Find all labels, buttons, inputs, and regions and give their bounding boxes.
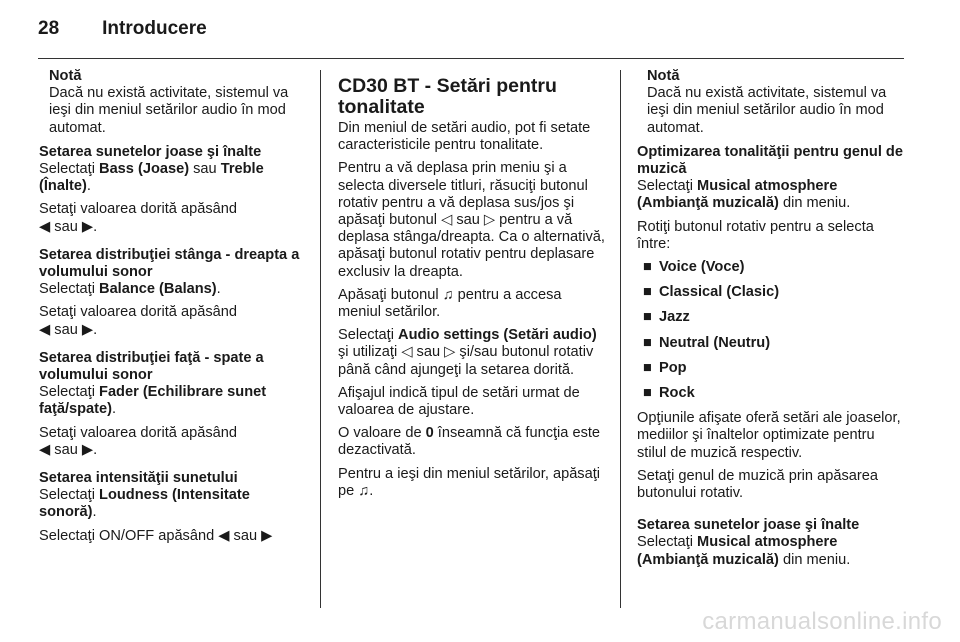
tone-settings-title: CD30 BT - Setări pentru tonalitate bbox=[338, 75, 557, 118]
tone-access-menu: Apăsaţi butonul ♫ pentru a accesa meniul setărilor. bbox=[338, 286, 562, 321]
rotate-paragraph: Rotiţi butonul rotativ pentru a selecta între: bbox=[637, 218, 874, 252]
column-2 bbox=[338, 76, 608, 506]
genre-description: Opţiunile afişate oferă setări ale joaselor, mediilor şi înaltelor optimizate pentru stilul de muzică respectiv. bbox=[637, 410, 901, 461]
list-item: ■ Pop bbox=[643, 359, 687, 376]
header-rule bbox=[38, 58, 904, 59]
balance-set-value: Setaţi valoarea dorită apăsând ◀ sau ▶. bbox=[39, 304, 237, 338]
tone-intro: Din meniul de setări audio, pot fi setate caracteristicile pentru tonalitate. bbox=[338, 120, 591, 154]
column-divider-1 bbox=[320, 70, 321, 608]
list-item: ■ Classical (Clasic) bbox=[643, 284, 780, 301]
bass-heading: Setarea sunetelor joase şi înalte bbox=[637, 517, 860, 534]
page-header bbox=[38, 18, 207, 48]
bass-paragraph: Selectaţi Bass (Joase) sau Treble (Înalte). bbox=[39, 161, 264, 195]
tone-exit: Pentru a ieşi din meniul setărilor, apăsaţi pe ♫. bbox=[338, 465, 601, 499]
tone-zero-value: O valoare de 0 înseamnă că funcţia este dezactivată. bbox=[338, 425, 601, 459]
bullet-icon: ■ bbox=[643, 309, 652, 326]
list-item: ■ Rock bbox=[643, 385, 695, 402]
bullet-icon: ■ bbox=[643, 359, 652, 376]
note-box bbox=[39, 68, 307, 137]
list-item: ■ Jazz bbox=[643, 309, 690, 326]
page-number: 28 bbox=[38, 18, 60, 39]
fader-heading: Setarea distribuţiei faţă - spate a volumului sonor bbox=[39, 349, 264, 384]
note-label: Notă bbox=[647, 68, 680, 84]
tone-navigation: Pentru a vă deplasa prin meniu şi a selecta diversele titluri, răsuciţi butonul rotativ pentru a vă deplasa sus/jos şi apăsaţi butonul ◁ sau ▷ pentru a vă deplasa stânga/dreapta. Ca o alternativă, apăsaţi butonul rotativ pentru deplasare exclusiv la dreapta. bbox=[338, 160, 605, 280]
watermark: carmanualsonline.info bbox=[702, 608, 942, 635]
bullet-icon: ■ bbox=[643, 385, 652, 402]
column-divider-2 bbox=[620, 70, 621, 608]
loudness-paragraph: Selectaţi Loudness (Intensitate sonoră). bbox=[39, 487, 250, 521]
tone-select-audio: Selectaţi Audio settings (Setări audio) şi utilizaţi ◁ sau ▷ şi/sau butonul rotativ până când ajungeţi la setarea dorită. bbox=[338, 327, 597, 378]
bass-paragraph: Selectaţi Musical atmosphere (Ambianţă muzicală) din meniu. bbox=[637, 534, 851, 568]
optimize-paragraph: Selectaţi Musical atmosphere (Ambianţă muzicală) din meniu. bbox=[637, 178, 851, 212]
column-3 bbox=[637, 68, 907, 575]
note-box bbox=[637, 68, 907, 137]
bass-heading: Setarea sunetelor joase şi înalte bbox=[39, 143, 262, 160]
bullet-icon: ■ bbox=[643, 259, 652, 276]
list-item: ■ Voice (Voce) bbox=[643, 259, 745, 276]
bullet-icon: ■ bbox=[643, 284, 652, 301]
fader-set-value: Setaţi valoarea dorită apăsând ◀ sau ▶. bbox=[39, 424, 237, 458]
list-item: ■ Neutral (Neutru) bbox=[643, 334, 771, 351]
bullet-icon: ■ bbox=[643, 334, 652, 351]
tone-display: Afişajul indică tipul de setări urmat de valoarea de ajustare. bbox=[338, 384, 580, 419]
section-title: Introducere bbox=[102, 18, 207, 39]
column-1 bbox=[39, 68, 307, 551]
note-text: Dacă nu există activitate, sistemul va ieşi din meniul setărilor audio în mod automat. bbox=[49, 85, 289, 136]
genre-list bbox=[637, 259, 907, 402]
loudness-heading: Setarea intensităţii sunetului bbox=[39, 470, 238, 487]
balance-paragraph: Selectaţi Balance (Balans). bbox=[39, 281, 221, 298]
bass-set-value: Setaţi valoarea dorită apăsând ◀ sau ▶. bbox=[39, 201, 237, 235]
note-text: Dacă nu există activitate, sistemul va ieşi din meniul setărilor audio în mod automat. bbox=[647, 85, 887, 136]
fader-paragraph: Selectaţi Fader (Echilibrare sunet faţă/spate). bbox=[39, 384, 267, 418]
set-genre-paragraph: Setaţi genul de muzică prin apăsarea butonului rotativ. bbox=[637, 467, 878, 502]
note-label: Notă bbox=[49, 68, 82, 84]
loudness-onoff: Selectaţi ON/OFF apăsând ◀ sau ▶ bbox=[39, 527, 273, 544]
optimize-heading: Optimizarea tonalităţii pentru genul de muzică bbox=[637, 143, 903, 178]
balance-heading: Setarea distribuţiei stânga - dreapta a volumului sonor bbox=[39, 246, 300, 281]
